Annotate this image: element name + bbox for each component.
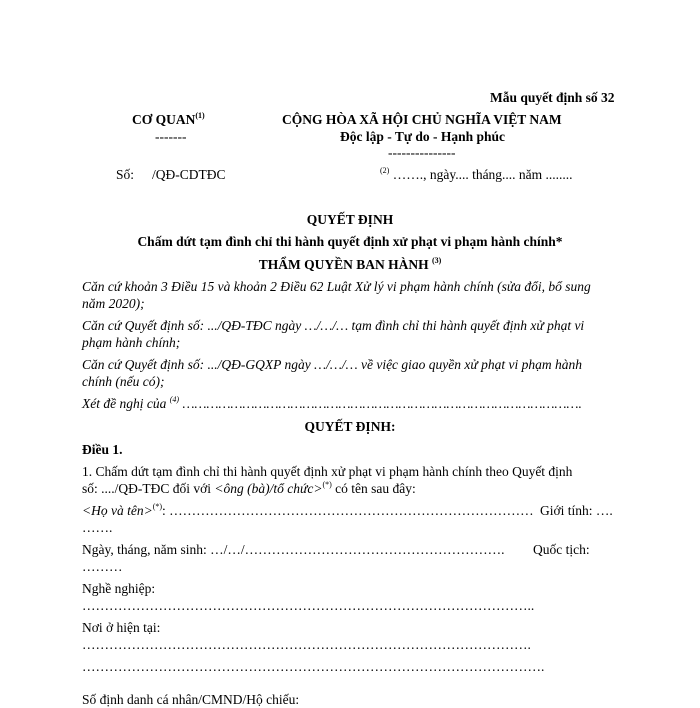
dob-field: Ngày, tháng, năm sinh: …/…/…………………………………………………. (82, 542, 505, 557)
place-date (380, 167, 573, 183)
gender-field: Giới tính: …. (540, 503, 613, 518)
article-1: Điều 1. (82, 442, 123, 457)
name-label: <Họ và tên> (82, 503, 153, 518)
authority-text: THẨM QUYỀN BAN HÀNH (258, 257, 429, 272)
subject-placeholder: <ông (bà)/tổ chức> (214, 481, 323, 496)
residence-label: Nơi ở hiện tại: (82, 620, 161, 635)
place-note: (2) (380, 165, 390, 175)
name-note: (*) (152, 501, 163, 511)
motto-divider: --------------- (388, 145, 456, 160)
legal-basis-2-cont: phạm hành chính; (82, 335, 181, 350)
nationality-field-cont: ……… (82, 559, 123, 574)
legal-basis-2: Căn cứ Quyết định số: .../QĐ-TĐC ngày …/…/… tạm đình chỉ thi hành quyết định xử phạt vi (82, 318, 585, 333)
name-field (82, 503, 534, 519)
proposal-line (82, 396, 582, 412)
id-number-label: Số định danh cá nhân/CMND/Hộ chiếu: (82, 692, 300, 707)
doc-title: QUYẾT ĐỊNH (306, 212, 394, 227)
form-number: Mẫu quyết định số 32 (490, 90, 615, 105)
gender-field-cont: ……. (82, 520, 113, 535)
occupation-dots: ……………………………………………………………………………………….. (82, 598, 535, 613)
agency-label (132, 112, 205, 128)
place-date-text: ……., ngày.... tháng.... năm ........ (392, 167, 573, 182)
legal-basis-3-cont: chính (nếu có); (82, 374, 165, 389)
authority-note: (3) (431, 255, 442, 265)
agency-divider: ------- (155, 129, 187, 144)
clause-1-cont (82, 481, 416, 497)
legal-basis-1: Căn cứ khoản 3 Điều 15 và khoản 2 Điều 62 Luật Xử lý vi phạm hành chính (sửa đổi, bổ sung (82, 279, 591, 294)
clause-1-cont-c: có tên sau đây: (331, 481, 416, 496)
clause-1-cont-a: số: ..../QĐ-TĐC đối với (82, 481, 215, 496)
nation-title: CỘNG HÒA XÃ HỘI CHỦ NGHĨA VIỆT NAM (282, 112, 562, 127)
name-dots: : ……………………………………………………………………… (162, 503, 534, 518)
doc-subtitle: Chấm dứt tạm đình chỉ thi hành quyết định xử phạt vi phạm hành chính* (137, 234, 563, 249)
legal-basis-1-cont: năm 2020); (82, 296, 145, 311)
number-code: /QĐ-CDTĐC (152, 167, 226, 182)
number-label: Số: (116, 167, 135, 182)
proposal-note: (4) (169, 394, 180, 404)
agency-note: (1) (195, 110, 205, 120)
agency-text: CƠ QUAN (132, 112, 196, 127)
residence-dots-2: …………………………………………………………………………………………. (82, 659, 545, 674)
subject-note: (*) (322, 479, 332, 489)
issuing-authority (0, 257, 700, 273)
clause-1: 1. Chấm dứt tạm đình chỉ thi hành quyết định xử phạt vi phạm hành chính theo Quyết định (82, 464, 573, 479)
motto: Độc lập - Tự do - Hạnh phúc (340, 129, 506, 144)
nationality-field: Quốc tịch: (533, 542, 590, 557)
proposal-label: Xét đề nghị của (82, 396, 167, 411)
decision-heading: QUYẾT ĐỊNH: (304, 419, 396, 434)
occupation-label: Nghề nghiệp: (82, 581, 156, 596)
proposal-dots: ………………………………………………………………………………………. (182, 396, 582, 411)
legal-basis-3: Căn cứ Quyết định số: .../QĐ-GQXP ngày …/…/… về việc giao quyền xử phạt vi phạm hành (82, 357, 583, 372)
residence-dots-1: ………………………………………………………………………………………. (82, 637, 531, 652)
document-number (116, 167, 226, 183)
